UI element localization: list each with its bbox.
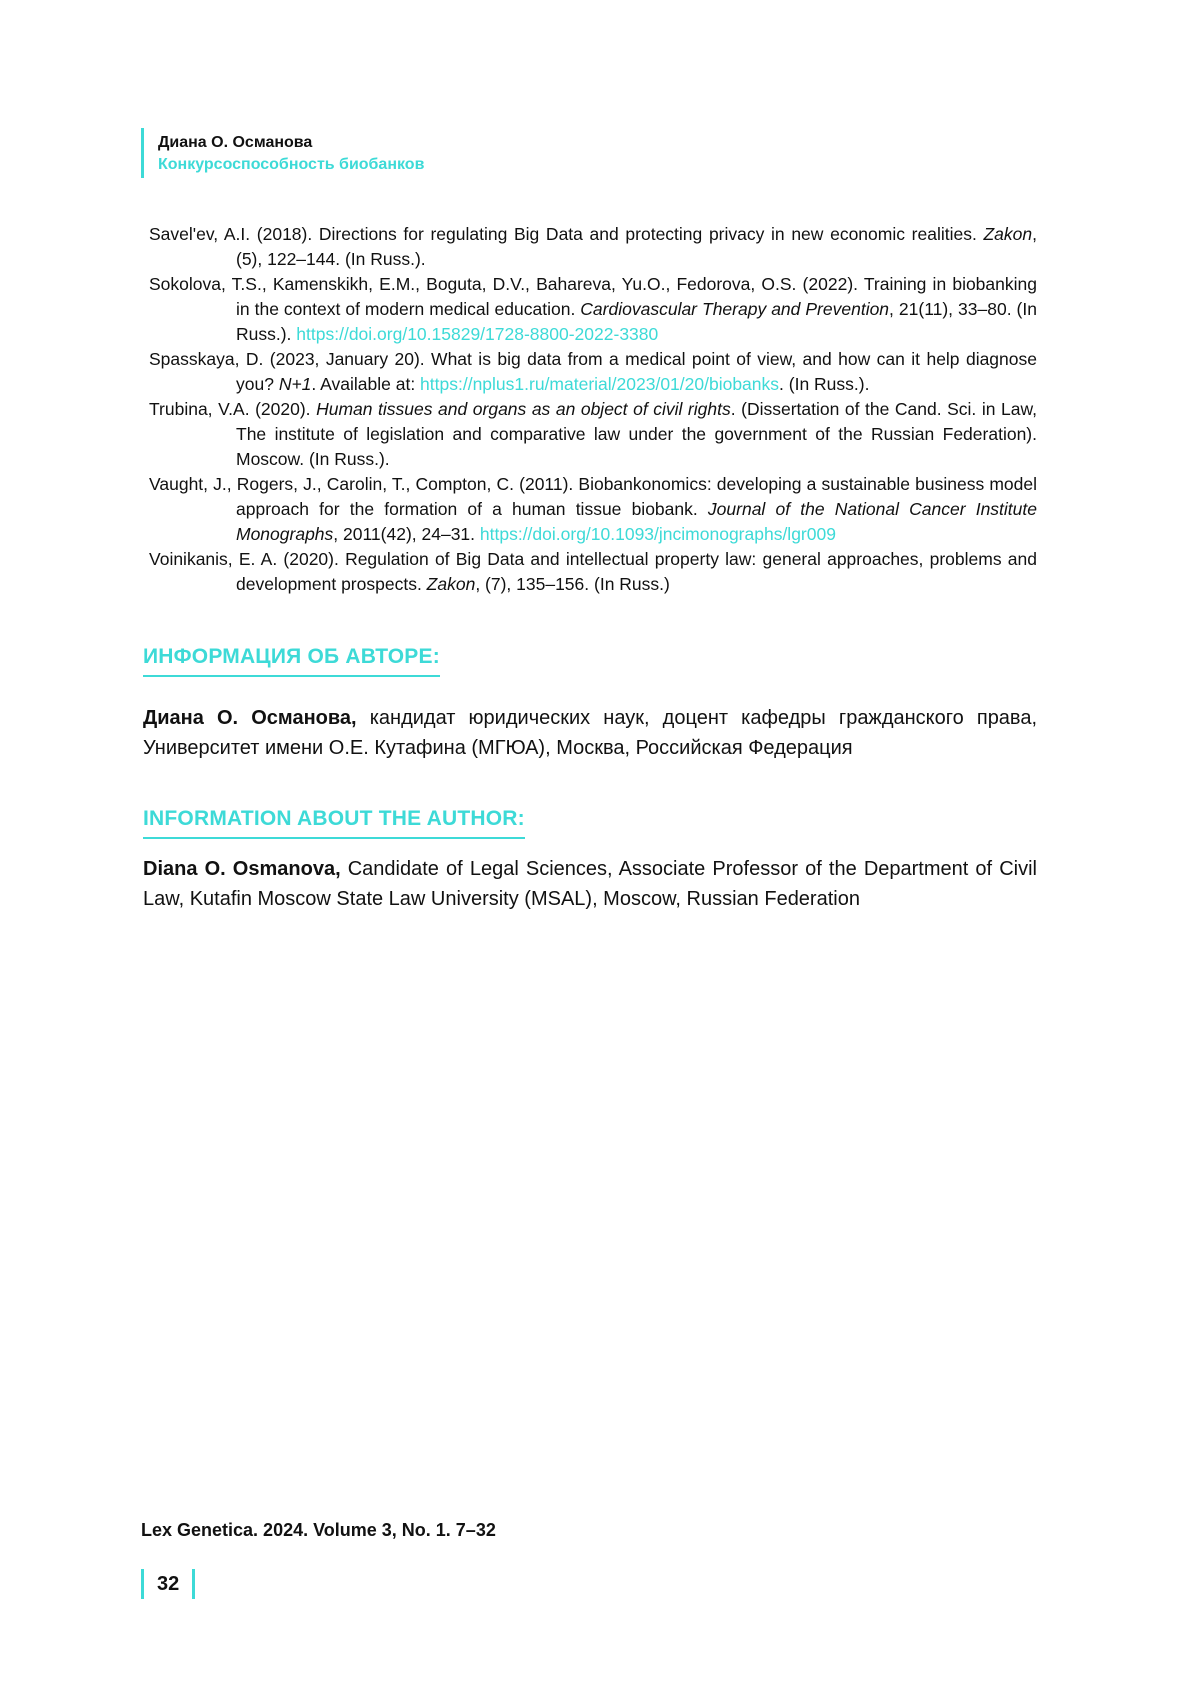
reference-item: Trubina, V.A. (2020). Human tissues and organs as an object of civil rights. (Dissertation of the Cand. Sci. in Law, The institute of legislation and comparative law under the government of the Russian Federation). Moscow. (In Russ.). xyxy=(149,399,1037,469)
journal-citation: Lex Genetica. 2024. Volume 3, No. 1. 7–32 xyxy=(141,1520,496,1540)
author-name-ru: Диана О. Османова, xyxy=(143,707,357,729)
author-info-heading-en: INFORMATION ABOUT THE AUTHOR: xyxy=(143,807,525,839)
doi-link[interactable]: https://doi.org/10.1093/jncimonographs/lgr009 xyxy=(479,524,836,544)
reference-item: Voinikanis, E. A. (2020). Regulation of Big Data and intellectual property law: general approaches, problems and development prospects. Zakon, (7), 135–156. (In Russ.) xyxy=(149,549,1037,594)
header-subtitle: Конкурсоспособность биобанков xyxy=(158,156,425,173)
author-info-en: Diana O. Osmanova, Candidate of Legal Sciences, Associate Professor of the Department of Civil Law, Kutafin Moscow State Law University (MSAL), Moscow, Russian Federation xyxy=(143,858,1037,910)
author-info-heading-ru: ИНФОРМАЦИЯ ОБ АВТОРЕ: xyxy=(143,645,440,677)
reference-item: Vaught, J., Rogers, J., Carolin, T., Compton, C. (2011). Biobankonomics: developing a sustainable business model approach for the formation of a human tissue biobank. Journal of the National Cancer Institute Monographs, 2011(42), 24–31. https://doi.org/10.1093/jncimonographs/lgr009 xyxy=(149,474,1037,544)
page-number: 32 xyxy=(141,1569,195,1599)
reference-item: Sokolova, T.S., Kamenskikh, E.M., Boguta, D.V., Bahareva, Yu.O., Fedorova, O.S. (2022). Training in biobanking in the context of modern medical education. Cardiovascular Therapy and Prevention, 21(11), 33–80. (In Russ.). https://doi.org/10.15829/1728-8800-2022-3380 xyxy=(149,274,1037,344)
reference-list xyxy=(149,222,1037,597)
web-link[interactable]: https://nplus1.ru/material/2023/01/20/biobanks xyxy=(420,374,780,394)
reference-item: Savel'ev, A.I. (2018). Directions for regulating Big Data and protecting privacy in new economic realities. Zakon, (5), 122–144. (In Russ.). xyxy=(149,224,1037,269)
author-info-ru: Диана О. Османова, кандидат юридических наук, доцент кафедры гражданского права, Университет имени О.Е. Кутафина (МГЮА), Москва, Российская Федерация xyxy=(143,707,1038,759)
doi-link[interactable]: https://doi.org/10.15829/1728-8800-2022-3380 xyxy=(296,324,659,344)
running-header xyxy=(141,128,424,178)
author-name-en: Diana O. Osmanova, xyxy=(143,858,341,880)
reference-item: Spasskaya, D. (2023, January 20). What is big data from a medical point of view, and how can it help diagnose you? N+1. Available at: https://nplus1.ru/material/2023/01/20/biobanks. (In Russ.). xyxy=(149,349,1037,394)
header-author: Диана О. Османова xyxy=(158,134,313,151)
